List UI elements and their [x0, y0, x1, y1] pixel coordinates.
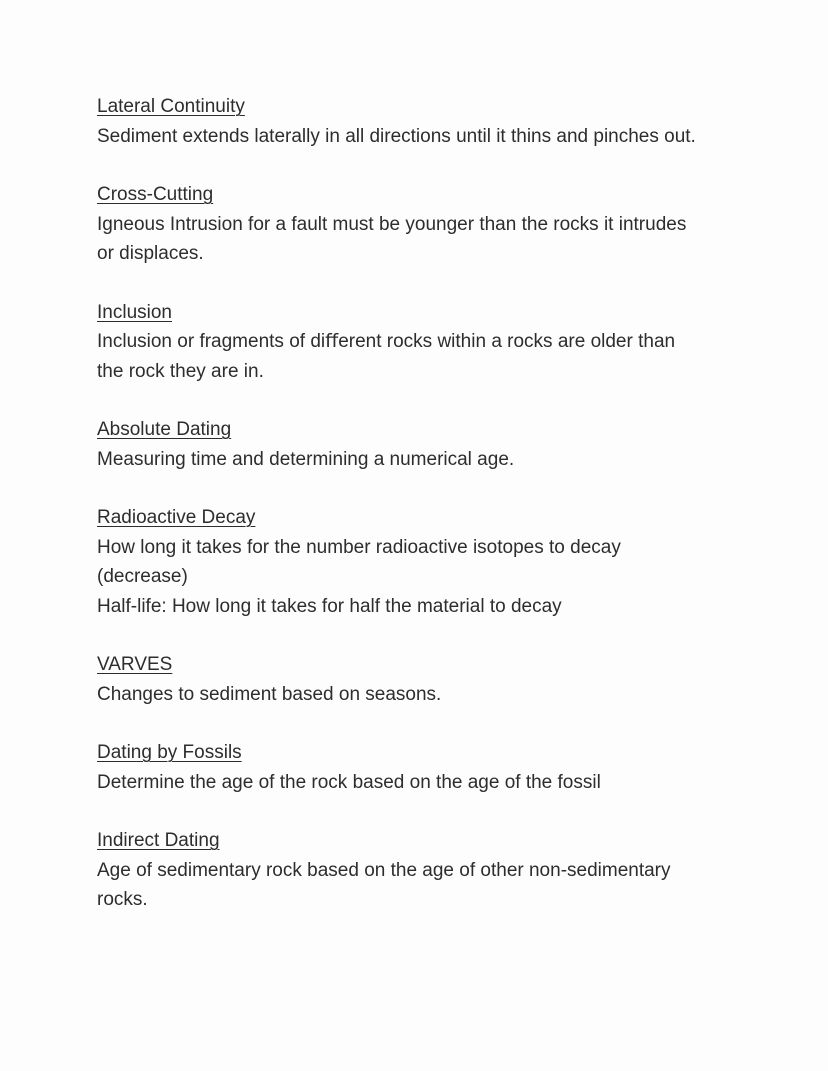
notes-content — [97, 92, 737, 944]
notes-section — [97, 650, 737, 709]
notes-section — [97, 298, 737, 387]
body-line: Igneous Intrusion for a fault must be younger than the rocks it intrudes — [97, 213, 687, 235]
section-heading: VARVES — [97, 654, 173, 675]
body-line: rocks. — [97, 889, 148, 910]
notes-section — [97, 738, 737, 797]
body-line: Determine the age of the rock based on the age of the fossil — [97, 771, 601, 793]
body-line: How long it takes for the number radioactive isotopes to decay — [97, 536, 621, 558]
notes-section — [97, 180, 737, 269]
body-line: Sediment extends laterally in all directions until it thins and pinches out. — [97, 125, 696, 147]
section-heading: Radioactive Decay — [97, 507, 256, 528]
notes-section — [97, 826, 737, 915]
body-line: Measuring time and determining a numerical age. — [97, 448, 515, 470]
body-line: Age of sedimentary rock based on the age of other non-sedimentary — [97, 859, 671, 881]
body-line: Changes to sediment based on seasons. — [97, 683, 442, 705]
body-line: (decrease) — [97, 566, 188, 587]
notes-section — [97, 503, 737, 621]
section-heading: Inclusion — [97, 301, 172, 323]
section-heading: Absolute Dating — [97, 419, 232, 440]
section-heading: Dating by Fossils — [97, 742, 242, 763]
section-heading: Indirect Dating — [97, 830, 220, 851]
notes-section — [97, 415, 737, 474]
notes-section — [97, 92, 737, 151]
section-heading: Cross-Cutting — [97, 184, 214, 205]
section-heading: Lateral Continuity — [97, 96, 245, 117]
body-line: or displaces. — [97, 243, 204, 264]
body-line: the rock they are in. — [97, 360, 264, 382]
body-line: Half-life: How long it takes for half the material to decay — [97, 595, 562, 617]
body-line: Inclusion or fragments of diﬀerent rocks within a rocks are older than — [97, 331, 676, 352]
